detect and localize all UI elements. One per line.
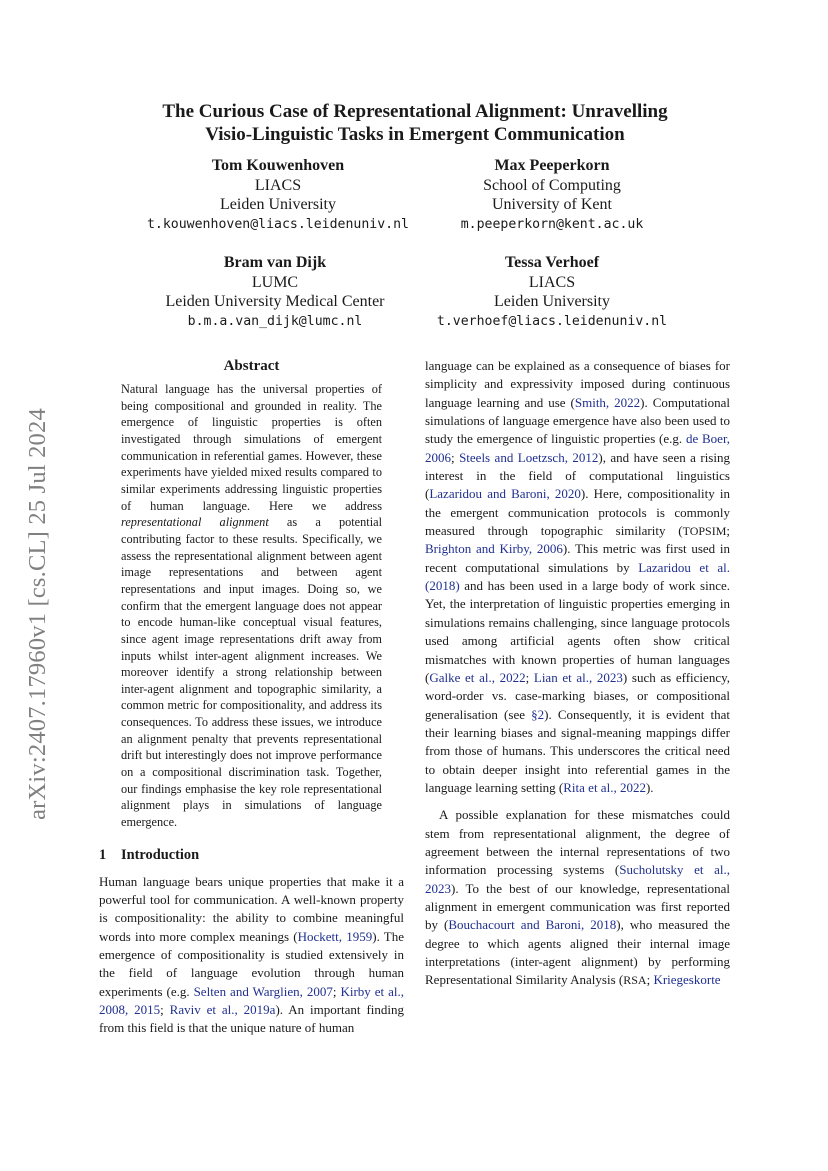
citation-link[interactable]: Hockett, 1959 <box>297 928 373 944</box>
topsim-abbrev: TOPSIM <box>682 524 727 539</box>
author-block-1 <box>118 156 438 234</box>
abstract-text: Natural language has the universal properties of being compositional and grounded in reality. The emergence of linguistic properties is often investigated through simulations of emergent communication in referential games. However, these experiments have yielded mixed results compared to similar experiments addressing linguistic properties of human language. Here we address representational alignment as a potential contributing factor to these results. Specifically, we assess the representational alignment between agent image representations and between agent representations and input images. Doing so, we confirm that the emergent language does not appear to encode human-like conceptual visual features, since agent image representations drift away from inputs whilst inter-agent alignment increases. We moreover identify a strong relationship between inter-agent alignment and topographic similarity, a common metric for compositionality, and address its consequences. To address these issues, we introduce an alignment penalty that prevents representational drift but interestingly does not improve performance on a compositional discrimination task. Together, our findings emphasise the key role representational alignment plays in simulations of language emergence. <box>121 382 382 830</box>
arxiv-identifier: arXiv:2407.17960v1 [cs.CL] 25 Jul 2024 <box>24 408 51 820</box>
citation-link[interactable]: Lazaridou and Baroni, 2020 <box>429 486 581 502</box>
author-affiliation: School of Computing <box>483 176 621 194</box>
citation-link[interactable]: Kirby et al., 2008, 2015 <box>99 983 404 1018</box>
author-affiliation: LIACS <box>254 176 302 194</box>
author-name: Bram van Dijk <box>223 254 327 271</box>
author-affiliation: LUMC <box>251 273 299 291</box>
citation-link[interactable]: Brighton and Kirby, 2006 <box>425 541 563 557</box>
citation-link[interactable]: Bouchacourt and Baroni, 2018 <box>448 917 617 933</box>
section-link[interactable]: §2 <box>531 706 545 722</box>
author-email[interactable]: b.m.a.van_dijk@lumc.nl <box>187 313 363 329</box>
citation-link[interactable]: Steels and Loetzsch, 2012 <box>459 449 599 465</box>
section-number: 1 <box>99 846 107 863</box>
author-institution: University of Kent <box>492 196 612 213</box>
author-email[interactable]: m.peeperkorn@kent.ac.uk <box>460 216 644 232</box>
citation-link[interactable]: Smith, 2022 <box>574 394 641 410</box>
citation-link[interactable]: Lian et al., 2023 <box>533 669 623 685</box>
citation-link[interactable]: Selten and Warglien, 2007 <box>193 983 333 999</box>
citation-link[interactable]: Rita et al., 2022 <box>563 779 646 795</box>
author-name: Max Peeperkorn <box>494 157 610 174</box>
author-block-3 <box>115 253 435 331</box>
intro-paragraph-1: Human language bears unique properties that make it a powerful tool for communication. A well-known property is compositionality: the ability to combine meaningful words into more complex meanings (Hockett, 1959). The emergence of compositionality is studied extensively in the field of language evolution through human experiments (e.g. Selten and Warglien, 2007; Kirby et al., 2008, 2015; Raviv et al., 2019a). An important finding from this field is that the unique nature of human <box>99 873 404 1036</box>
citation-link[interactable]: de Boer, 2006 <box>425 431 730 465</box>
abstract-emphasis: representational alignment <box>121 515 269 530</box>
author-email[interactable]: t.verhoef@liacs.leidenuniv.nl <box>436 313 668 329</box>
author-block-4 <box>392 253 712 331</box>
author-affiliation: LIACS <box>528 273 576 291</box>
arxiv-sidebar <box>18 376 58 852</box>
citation-link[interactable]: Kriegeskorte <box>653 972 721 988</box>
title-line-2: Visio-Linguistic Tasks in Emergent Communication <box>205 124 625 145</box>
citation-link[interactable]: Raviv et al., 2019a <box>169 1002 276 1018</box>
author-email[interactable]: t.kouwenhoven@liacs.leidenuniv.nl <box>146 216 409 232</box>
abstract-heading: Abstract <box>223 358 280 374</box>
section-heading-introduction <box>99 846 404 873</box>
rsa-abbrev: RSA <box>623 973 647 988</box>
intro-paragraph-2: A possible explanation for these mismatches could stem from representational alignment, the degree of agreement between the internal representations of two information processing systems (Sucholutsky et al., 2023). To the best of our knowledge, representational alignment in emergent communication was first reported by (Bouchacourt and Baroni, 2018), who measured the degree to which agents aligned their internal image interpretations (inter-agent alignment) by performing Representational Similarity Analysis (RSA; Kriegeskorte <box>425 807 730 988</box>
author-institution: Leiden University <box>220 196 336 213</box>
author-name: Tessa Verhoef <box>504 254 600 271</box>
left-column <box>99 357 404 1038</box>
citation-link[interactable]: Lazaridou et al. (2018) <box>425 559 730 594</box>
intro-paragraph-continued: language can be explained as a consequence of biases for simplicity and expressivity imposed during continuous language learning and use (Smith, 2022). Computational simulations of language emergence have also been used to study the emergence of linguistic properties (e.g. de Boer, 2006; Steels and Loetzsch, 2012), and have seen a rising interest in the field of computational linguistics (Lazaridou and Baroni, 2020). Here, compositionality in the emergent communication protocols is commonly measured through topographic similarity (TOPSIM; Brighton and Kirby, 2006). This metric was first used in recent computational simulations by Lazaridou et al. (2018) and has been used in a large body of work since. Yet, the interpretation of linguistic properties emerging in simulations remains challenging, since language protocols used among artificial agents often show critical mismatches with known properties of human languages (Galke et al., 2022; Lian et al., 2023) such as efficiency, word-order vs. case-marking biases, or compositional generalisation (see §2). Consequently, it is evident that their learning biases and signal-meaning mappings differ from those of humans. This underscores the critical need to obtain deeper insight into referential games in the language learning setting (Rita et al., 2022). <box>425 358 730 795</box>
right-column <box>425 357 730 990</box>
paper-title <box>100 100 730 146</box>
citation-link[interactable]: Galke et al., 2022 <box>429 669 526 685</box>
author-block-2 <box>392 156 712 234</box>
author-institution: Leiden University <box>494 293 610 310</box>
title-line-1: The Curious Case of Representational Alignment: Unravelling <box>162 101 668 122</box>
author-institution: Leiden University Medical Center <box>165 293 385 310</box>
section-title: Introduction <box>121 846 200 863</box>
author-name: Tom Kouwenhoven <box>211 157 345 174</box>
citation-link[interactable]: Sucholutsky et al., 2023 <box>425 862 730 896</box>
